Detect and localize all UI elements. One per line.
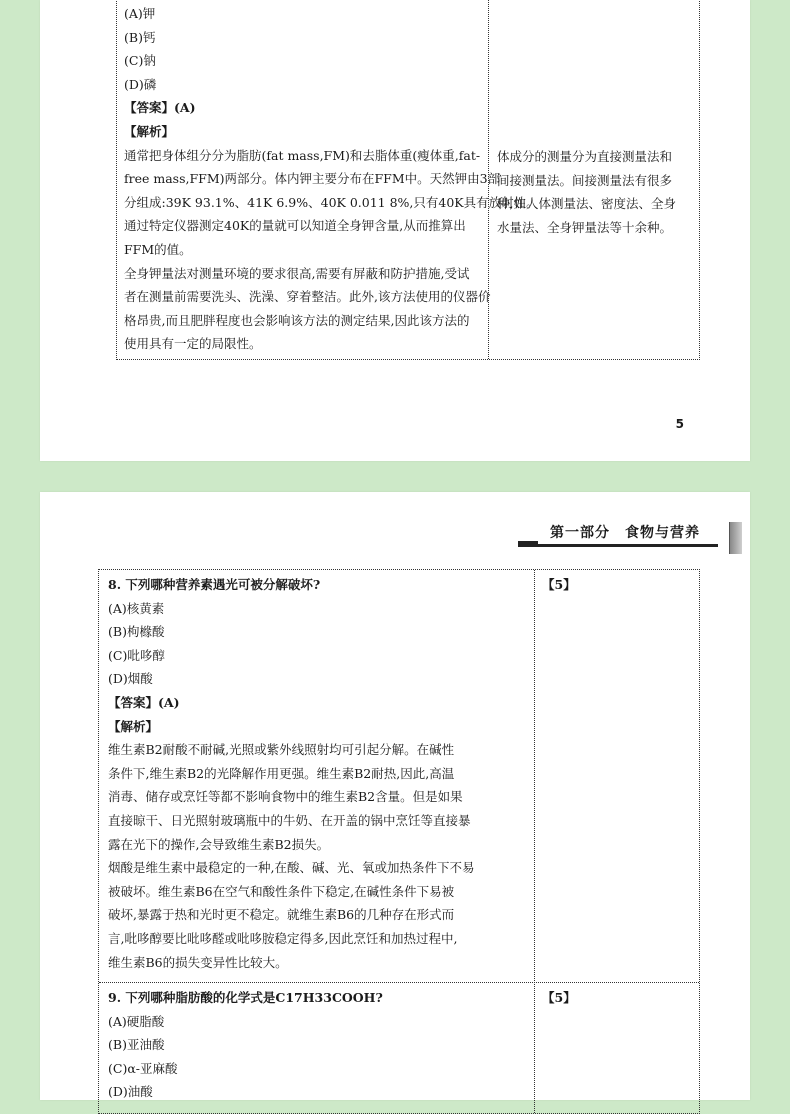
page-top	[40, 0, 750, 461]
option-a: (A)钾	[124, 6, 156, 21]
side-note	[497, 145, 676, 239]
analysis-line: FFM的值。	[124, 241, 192, 257]
side-note-line: 种,如人体测量法、密度法、全身	[497, 196, 676, 212]
option-a: (A)硬脂酸	[108, 1013, 165, 1029]
header-tab	[729, 522, 742, 554]
option-b: (B)枸橼酸	[108, 624, 165, 640]
question-9-text: 9. 下列哪种脂肪酸的化学式是C17H33COOH?	[108, 990, 383, 1005]
option-d: (D)磷	[124, 76, 157, 92]
section-header	[510, 522, 742, 552]
option-c: (C)α-亚麻酸	[108, 1060, 178, 1076]
section-title: 第一部分 食物与营养	[546, 522, 704, 542]
analysis-line: 全身钾量法对测量环境的要求很高,需要有屏蔽和防护措施,受试	[124, 265, 470, 281]
analysis-line: 烟酸是维生素中最稳定的一种,在酸、碱、光、氧或加热条件下不易	[108, 860, 475, 876]
side-note-line: 体成分的测量分为直接测量法和	[497, 149, 673, 164]
option-c: (C)钠	[124, 53, 156, 69]
option-a: (A)核黄素	[108, 600, 165, 616]
analysis-line: 直接晾干、日光照射玻璃瓶中的牛奶、在开盖的锅中烹饪等直接暴	[108, 812, 471, 828]
analysis-line: 露在光下的操作,会导致维生素B2损失。	[108, 836, 330, 852]
side-note-line: 间接测量法。间接测量法有很多	[497, 172, 673, 188]
analysis-line: 条件下,维生素B2的光降解作用更强。维生素B2耐热,因此,高温	[108, 765, 455, 781]
question-9-side-note: 【5】	[542, 990, 576, 1005]
analysis-line: 言,吡哆醇要比吡哆醛或吡哆胺稳定得多,因此烹饪和加热过程中,	[108, 930, 458, 946]
page-number: 5	[675, 417, 684, 431]
header-rule	[518, 544, 718, 547]
question-8	[108, 573, 474, 974]
analysis-line: free mass,FFM)两部分。体内钾主要分布在FFM中。天然钾由3部	[124, 171, 501, 187]
analysis-line: 通过特定仪器测定40K的量就可以知道全身钾含量,从而推算出	[124, 218, 466, 234]
side-note-line: 水量法、全身钾量法等十余种。	[497, 219, 673, 235]
question-8-text: 8. 下列哪种营养素遇光可被分解破坏?	[108, 577, 321, 592]
analysis-line: 维生素B6的损失变异性比较大。	[108, 954, 288, 970]
analysis-line: 通常把身体组分分为脂肪(fat mass,FM)和去脂体重(瘦体重,fat-	[124, 147, 481, 163]
option-d: (D)烟酸	[108, 671, 153, 687]
option-b: (B)钙	[124, 29, 156, 45]
analysis-line: 使用具有一定的局限性。	[124, 336, 262, 352]
question-table-8-9	[98, 569, 700, 1114]
analysis-line: 格昂贵,而且肥胖程度也会影响该方法的测定结果,因此该方法的	[124, 312, 470, 328]
answer-label: 【答案】(A)	[108, 694, 180, 710]
option-d: (D)油酸	[108, 1084, 153, 1100]
analysis-line: 分组成:39K 93.1%、41K 6.9%、40K 0.011 8%,只有40K具有放射性。	[124, 194, 539, 210]
analysis-line: 维生素B2耐酸不耐碱,光照或紫外线照射均可引起分解。在碱性	[108, 742, 455, 758]
column-divider	[534, 570, 535, 1113]
answer-options	[124, 2, 539, 356]
page-bottom	[40, 492, 750, 1100]
question-8-side-note: 【5】	[542, 577, 576, 592]
option-c: (C)吡哆醇	[108, 647, 165, 663]
analysis-line: 者在测量前需要洗头、洗澡、穿着整洁。此外,该方法使用的仪器价	[124, 289, 491, 305]
answer-label: 【答案】(A)	[124, 100, 196, 116]
analysis-title: 【解析】	[124, 123, 175, 139]
header-rule-accent	[518, 541, 538, 547]
analysis-line: 被破坏。维生素B6在空气和酸性条件下稳定,在碱性条件下易被	[108, 883, 455, 899]
question-9	[108, 986, 383, 1104]
analysis-title: 【解析】	[108, 718, 159, 734]
question-table-7	[116, 0, 700, 360]
row-divider	[99, 982, 699, 983]
analysis-line: 破坏,暴露于热和光时更不稳定。就维生素B6的几种存在形式而	[108, 907, 455, 923]
analysis-line: 消毒、储存或烹饪等都不影响食物中的维生素B2含量。但是如果	[108, 789, 463, 805]
option-b: (B)亚油酸	[108, 1037, 165, 1053]
